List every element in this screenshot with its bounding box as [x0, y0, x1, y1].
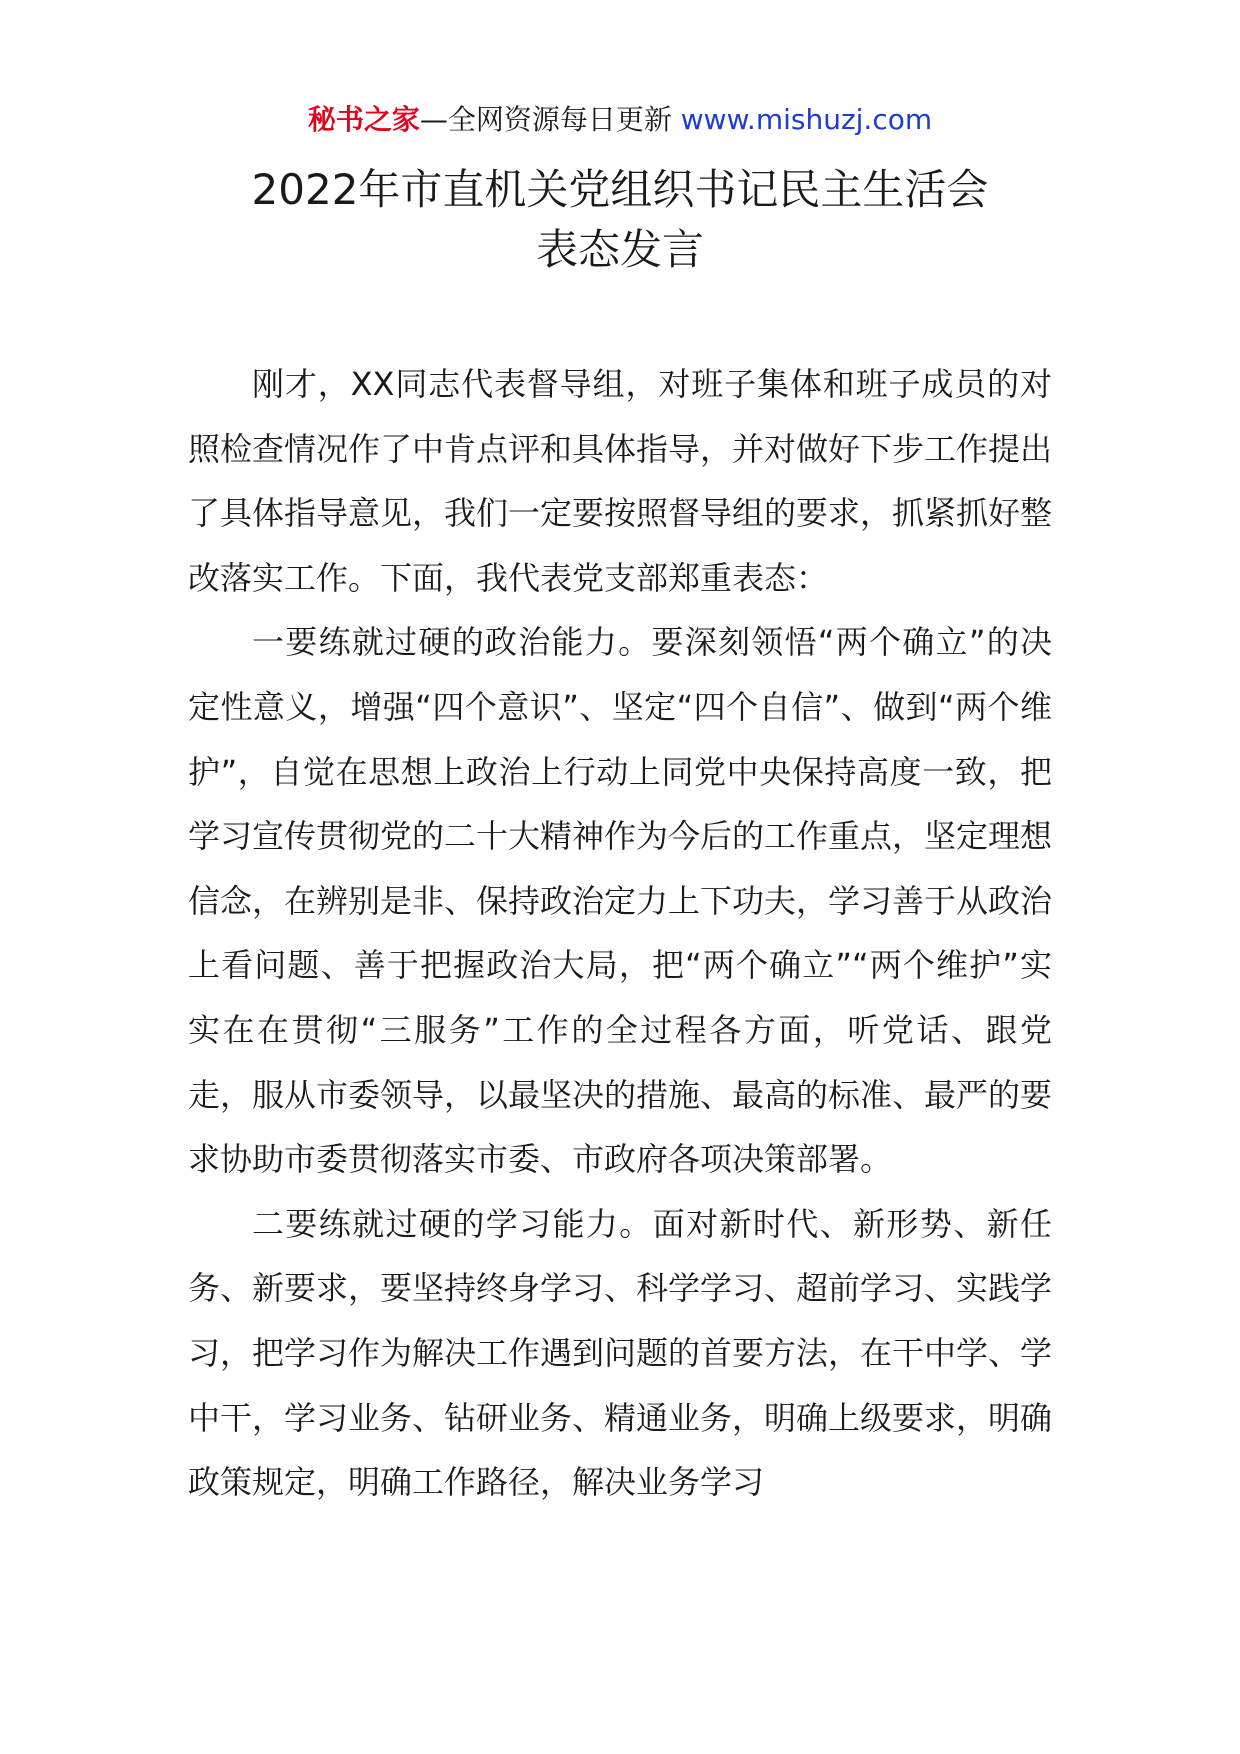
document-body [188, 352, 1052, 1515]
brand-name: 秘书之家 [307, 103, 420, 136]
header-tagline: —全网资源每日更新 [419, 103, 681, 136]
title-line-2: 表态发言 [535, 225, 704, 274]
title-line-1: 2022年市直机关党组织书记民主生活会 [251, 165, 989, 214]
paragraph-intro: 刚才，XX同志代表督导组，对班子集体和班子成员的对照检查情况作了中肯点评和具体指导，并对做好下步工作提出了具体指导意见，我们一定要按照督导组的要求，抓紧抓好整改落实工作。下面，我代表党支部郑重表态： [188, 365, 1053, 597]
paragraph-learning-ability: 二要练就过硬的学习能力。面对新时代、新形势、新任务、新要求，要坚持终身学习、科学学习、超前学习、实践学习，把学习作为解决工作遇到问题的首要方法，在干中学、学中干，学习业务、钻研业务、精通业务，明确上级要求，明确政策规定，明确工作路径，解决业务学习 [188, 1204, 1053, 1502]
site-url-link[interactable]: www.mishuzj.com [680, 103, 933, 136]
site-header [0, 100, 1240, 140]
paragraph-political-ability: 一要练就过硬的政治能力。要深刻领悟“两个确立”的决定性意义，增强“四个意识”、坚定“四个自信”、做到“两个维护”，自觉在思想上政治上行动上同党中央保持高度一致，把学习宣传贯彻党的二十大精神作为今后的工作重点，坚定理想信念，在辨别是非、保持政治定力上下功夫，学习善于从政治上看问题、善于把握政治大局，把“两个确立”“两个维护”实实在在贯彻“三服务”工作的全过程各方面，听党话、跟党走，服从市委领导，以最坚决的措施、最高的标准、最严的要求协助市委贯彻落实市委、市政府各项决策部署。 [188, 623, 1053, 1179]
document-title [0, 160, 1240, 280]
